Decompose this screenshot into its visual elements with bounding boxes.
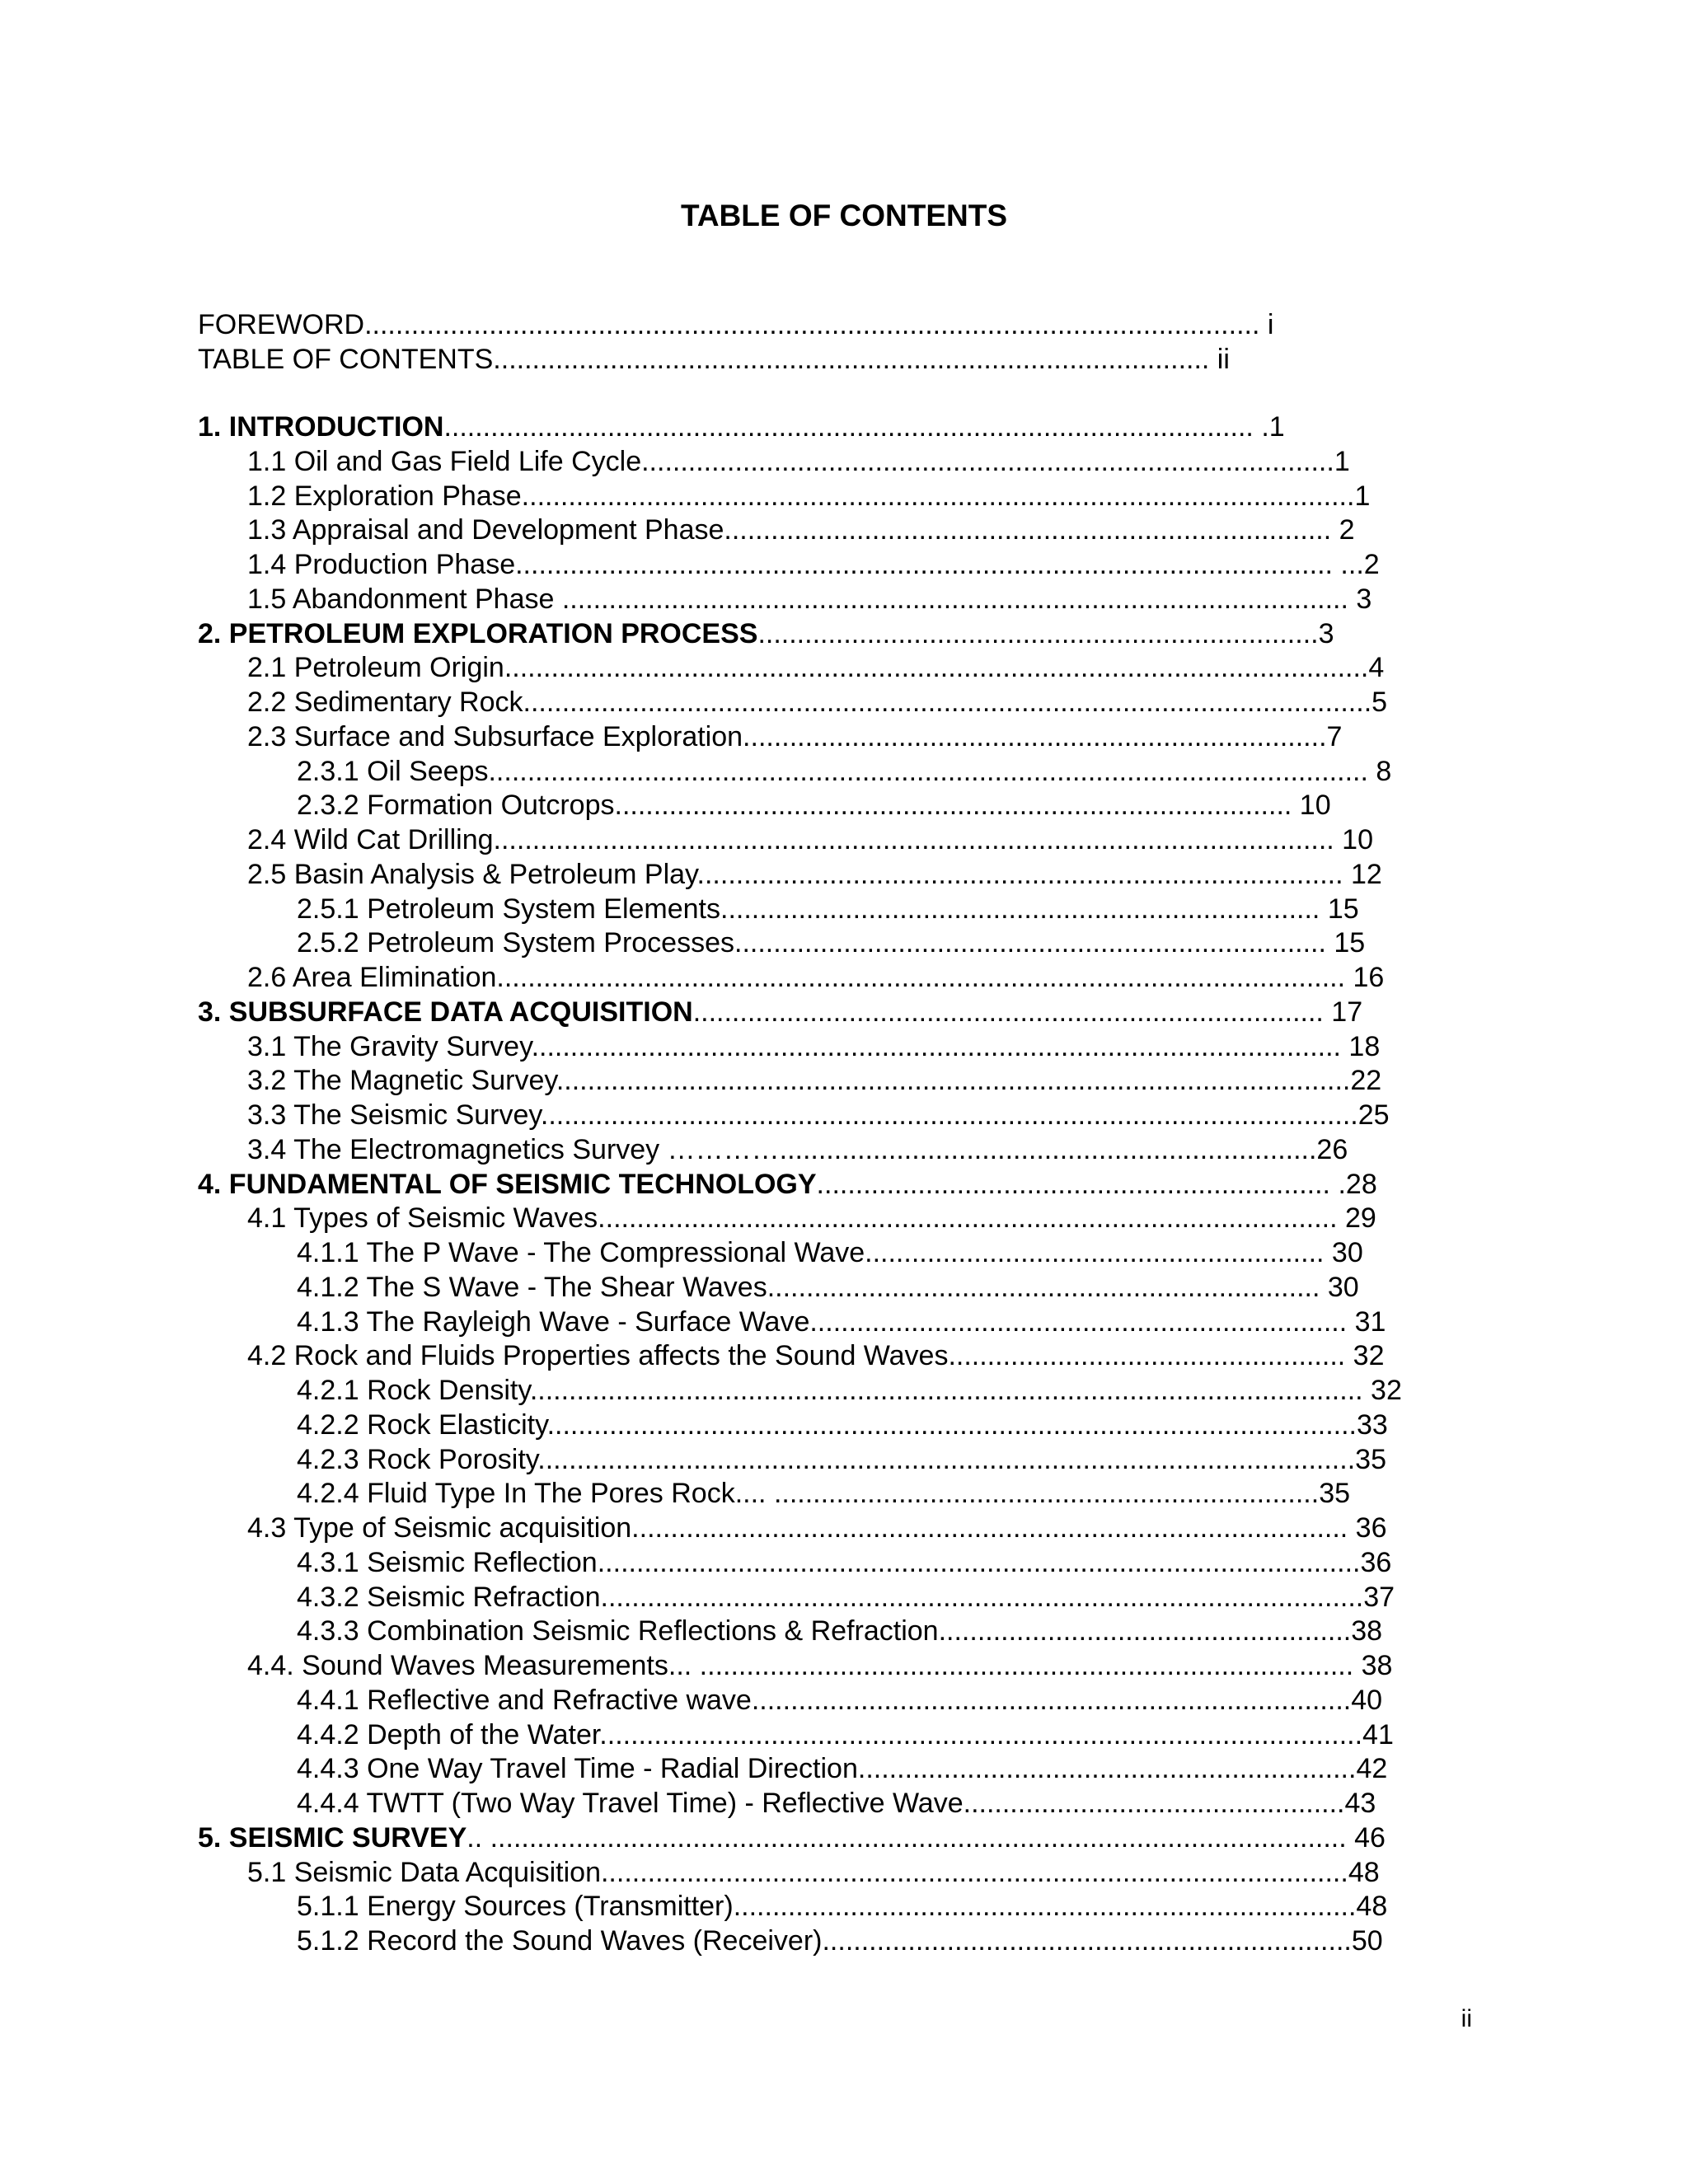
toc-entry-page: 10	[1292, 790, 1331, 822]
toc-entry-label: 4.1.2 The S Wave - The Shear Waves	[297, 1271, 767, 1303]
toc-entry-leader: .........................................................................................................	[515, 549, 1333, 580]
toc-entry-leader: ........................................................................................................	[443, 411, 1254, 443]
toc-entry-leader: ........................................................................................................	[546, 1408, 1357, 1441]
toc-entry-label: 3.1 The Gravity Survey	[247, 1030, 532, 1062]
toc-entry	[247, 1201, 1471, 1235]
toc-entry-label: FOREWORD	[198, 309, 365, 340]
toc-entry-label: 2.3 Surface and Subsurface Exploration	[247, 720, 743, 752]
toc-entry-leader: ...................................................................................................................	[364, 309, 1260, 340]
toc-entry-label: 4.2.3 Rock Porosity	[297, 1443, 538, 1475]
toc-entry-label: 2.5.1 Petroleum System Elements	[297, 893, 721, 925]
toc-entry-label: 4. FUNDAMENTAL OF SEISMIC TECHNOLOGY	[198, 1168, 817, 1200]
toc-entry-page: 5	[1372, 687, 1388, 718]
toc-entry-page: 26	[1316, 1133, 1348, 1165]
toc-entry-label: 3.3 The Seismic Survey	[247, 1099, 541, 1131]
toc-entry	[247, 513, 1471, 547]
toc-entry-leader: ...................................................	[948, 1340, 1346, 1372]
toc-entry	[247, 719, 1471, 754]
toc-entry	[297, 1408, 1471, 1442]
toc-entry	[297, 926, 1471, 960]
toc-entry-page: 17	[1323, 996, 1363, 1028]
toc-entry-leader: .................................................	[963, 1788, 1345, 1819]
toc-entry	[297, 1580, 1471, 1615]
toc-entry-label: 5.1 Seismic Data Acquisition	[247, 1856, 601, 1888]
toc-entry-leader: ..................................................................	[816, 1168, 1331, 1200]
toc-entry-label: 2.3.2 Formation Outcrops	[297, 790, 615, 822]
toc-entry-label: 2.1 Petroleum Origin	[247, 652, 504, 684]
toc-entry-page: 35	[1355, 1443, 1386, 1475]
toc-entry-leader: ................................................................................	[733, 1891, 1357, 1923]
toc-entry-page: ...2	[1332, 549, 1380, 580]
toc-entry-page: 48	[1348, 1856, 1380, 1888]
toc-entry	[247, 1063, 1471, 1098]
toc-entry	[297, 1545, 1471, 1580]
toc-entry-page: 37	[1363, 1581, 1395, 1613]
toc-entry-page: 16	[1345, 962, 1385, 993]
toc-entry-page: 8	[1367, 755, 1392, 787]
toc-entry-label: 5.1.2 Record the Sound Waves (Receiver)	[297, 1925, 823, 1957]
toc-entry	[247, 1132, 1471, 1167]
toc-entry	[247, 444, 1471, 479]
toc-entry-leader: ...............................................................................................	[598, 1202, 1338, 1235]
toc-entry-leader: .................................................................................	[692, 996, 1324, 1028]
toc-entry-leader: ..................................................................................................	[597, 1546, 1361, 1578]
toc-entry-leader: .........................................................................................	[641, 445, 1334, 477]
toc-entry	[247, 685, 1471, 719]
toc-entry	[297, 1718, 1471, 1752]
toc-entry-page: 18	[1340, 1030, 1381, 1062]
toc-entry-leader: ...........................................................................................................	[521, 480, 1355, 512]
toc-entry-page: 31	[1347, 1305, 1386, 1338]
toc-entry-leader: ............................................................................................................	[493, 824, 1334, 855]
toc-entry-page: 33	[1357, 1408, 1388, 1441]
toc-entry-label: 3.4 The Electromagnetics Survey	[247, 1133, 668, 1165]
toc-entry	[247, 1511, 1471, 1545]
toc-entry-leader: .......................................................................	[767, 1271, 1320, 1303]
toc-entry-page: 50	[1351, 1925, 1383, 1957]
toc-entry	[247, 582, 1471, 616]
toc-entry-label: 2.5 Basin Analysis & Petroleum Play	[247, 858, 697, 890]
toc-entry-page: 7	[1326, 720, 1343, 752]
toc-entry-label: 3. SUBSURFACE DATA ACQUISITION	[198, 996, 693, 1028]
toc-entry-label: 4.2.2 Rock Elasticity	[297, 1408, 547, 1441]
toc-entry-leader: ............................................................................................	[631, 1512, 1348, 1544]
toc-entry-label: 4.3.2 Seismic Refraction	[297, 1581, 601, 1613]
toc-entry-page: ii	[1209, 344, 1230, 375]
toc-entry	[297, 1889, 1471, 1924]
toc-entry	[247, 1648, 1471, 1683]
toc-entry-leader: ..................................................................................................	[600, 1581, 1364, 1613]
toc-entry-label: 4.1 Types of Seismic Waves	[247, 1202, 598, 1235]
toc-entry-leader: ..............................................................................	[724, 514, 1332, 546]
toc-entry-leader: .............................................................................................................	[523, 687, 1372, 718]
toc-entry-label: 4.2.4 Fluid Type In The Pores Rock....	[297, 1478, 774, 1510]
toc-entry-leader: .................................................................................................................	[488, 755, 1368, 787]
toc-entry	[297, 1270, 1471, 1305]
toc-entry-page: .1	[1253, 411, 1285, 443]
toc-entry	[198, 342, 1471, 377]
toc-entry-leader: ....................................................................................	[699, 1650, 1354, 1681]
toc-entry	[247, 1029, 1471, 1064]
toc-entry-label: 1.4 Production Phase	[247, 549, 516, 580]
toc-entry	[247, 960, 1471, 995]
toc-entry	[297, 1305, 1471, 1339]
toc-entry-leader: .....................................................................................................	[561, 583, 1348, 615]
toc-entry	[247, 823, 1471, 857]
toc-entry-page: 3	[1318, 617, 1334, 649]
toc-entry	[198, 616, 1471, 651]
toc-entry-page: 1	[1354, 480, 1371, 512]
page-title: TABLE OF CONTENTS	[680, 199, 1007, 232]
toc-entry-leader: ...................................................................................	[696, 858, 1343, 890]
toc-entry-page: 35	[1319, 1478, 1351, 1510]
toc-entry	[297, 1924, 1471, 1958]
toc-entry-leader: ................................................................	[857, 1753, 1357, 1785]
toc-entry	[247, 1338, 1471, 1373]
toc-entry-leader: ........................................................................................................	[531, 1030, 1341, 1062]
toc-entry-leader: .........................................................................................................	[540, 1099, 1358, 1131]
toc-entry-page: 2	[1331, 514, 1355, 546]
toc-entry-leader: .....................................................	[938, 1615, 1352, 1647]
toc-entry	[247, 1855, 1471, 1890]
toc-entry-leader: ...............................................................................................................	[504, 652, 1369, 684]
toc-entry-page: 15	[1320, 893, 1359, 925]
toc-entry	[297, 1786, 1471, 1821]
toc-entry-label: 4.4.1 Reflective and Refractive wave	[297, 1684, 752, 1716]
toc-entry-label: 4.4.4 TWTT (Two Way Travel Time) - Reflective Wave	[297, 1788, 964, 1819]
toc-entry-leader: ......................................................................................................	[556, 1065, 1351, 1097]
toc-entry-label: 4.1.1 The P Wave - The Compressional Wave	[297, 1237, 865, 1268]
toc-entry-leader: ...........................................................................	[743, 720, 1327, 752]
toc-entry-label: 4.4.3 One Way Travel Time - Radial Direction	[297, 1753, 858, 1785]
toc-entry-page: 36	[1360, 1546, 1392, 1578]
toc-entry-leader: ...........................................................	[865, 1237, 1325, 1268]
toc-entry-label: 1.1 Oil and Gas Field Life Cycle	[247, 445, 642, 477]
toc-entry-label: 2.6 Area Elimination	[247, 962, 497, 993]
toc-entry	[297, 1683, 1471, 1718]
toc-entry	[297, 1614, 1471, 1648]
toc-entry-label: 4.4. Sound Waves Measurements...	[247, 1650, 700, 1681]
toc-entry-label: 2. PETROLEUM EXPLORATION PROCESS	[198, 617, 758, 649]
toc-entry	[198, 307, 1471, 342]
toc-entry-page: 40	[1351, 1684, 1383, 1716]
toc-entry	[247, 547, 1471, 582]
toc-entry-leader: .............................................................................................................	[496, 962, 1346, 993]
toc-entry-label: 4.3.1 Seismic Reflection	[297, 1546, 598, 1578]
toc-entry	[297, 1751, 1471, 1786]
toc-entry	[198, 1821, 1471, 1855]
toc-entry-label: 1. INTRODUCTION	[198, 411, 444, 443]
toc-entry-page: 3	[1348, 583, 1372, 615]
toc-entry-leader: ........................................................................	[757, 617, 1319, 649]
toc-entry-label: 1.3 Appraisal and Development Phase	[247, 514, 724, 546]
toc-entry	[297, 1373, 1471, 1408]
toc-entry-page: 32	[1362, 1375, 1402, 1406]
toc-entry	[198, 410, 1471, 444]
toc-entry-label: 2.5.2 Petroleum System Processes	[297, 927, 735, 959]
toc-entry-label: 5. SEISMIC SURVEY	[198, 1821, 467, 1854]
toc-entry-page: 38	[1351, 1615, 1383, 1647]
toc-entry-label: 2.3.1 Oil Seeps	[297, 755, 489, 787]
toc-entry	[297, 1442, 1471, 1477]
toc-entry-leader: .........................................................................................................	[537, 1443, 1356, 1475]
toc-entry	[247, 479, 1471, 513]
toc-entry-page: 4	[1368, 652, 1385, 684]
toc-entry-label: 2.4 Wild Cat Drilling	[247, 824, 494, 855]
toc-entry	[297, 754, 1471, 789]
toc-entry-label: 2.2 Sedimentary Rock	[247, 687, 523, 718]
page-number: ii	[1461, 2005, 1472, 2032]
toc-entry-page: 12	[1343, 858, 1382, 890]
toc-entry-label: TABLE OF CONTENTS	[198, 344, 494, 375]
toc-entry-page: 32	[1345, 1340, 1385, 1372]
toc-entry-label: 4.3 Type of Seismic acquisition	[247, 1512, 632, 1544]
toc-entry-page: i	[1259, 309, 1274, 340]
toc-entry-page: 10	[1334, 824, 1373, 855]
toc-entry-label: 4.4.2 Depth of the Water	[297, 1718, 600, 1750]
toc-entry-leader: .............................................................................	[720, 893, 1320, 925]
toc-entry-label: 5.1.1 Energy Sources (Transmitter)	[297, 1891, 734, 1923]
toc-entry-leader: .......................................................................................	[614, 790, 1292, 822]
toc-entry-leader: ............................................................................	[734, 927, 1326, 959]
toc-entry-page: 30	[1320, 1271, 1359, 1303]
toc-entry-label: 4.3.3 Combination Seismic Reflections & Refraction	[297, 1615, 939, 1647]
toc-entry-page: 38	[1353, 1650, 1393, 1681]
toc-entry-page: 42	[1356, 1753, 1388, 1785]
toc-entry-leader: ....................................................................	[822, 1925, 1352, 1957]
toc-entry-page: 25	[1357, 1099, 1390, 1131]
toc-entry-leader: .............................................................................	[751, 1684, 1352, 1716]
toc-entry	[198, 1167, 1471, 1202]
toc-entry-page: 46	[1346, 1821, 1386, 1854]
toc-entry-label: 4.2.1 Rock Density	[297, 1375, 530, 1406]
toc-entry-leader: .. ..............................................................................................................	[467, 1821, 1347, 1854]
toc-entry-leader: ...........................................................................................................	[529, 1375, 1363, 1406]
toc-entry-label: 4.2 Rock and Fluids Properties affects the Sound Waves	[247, 1340, 949, 1372]
toc-entry-page: 15	[1325, 927, 1366, 959]
toc-entry	[297, 1476, 1471, 1511]
toc-entry-page: 29	[1337, 1202, 1376, 1235]
toc-entry-page: 41	[1362, 1718, 1394, 1750]
toc-entry	[247, 650, 1471, 685]
toc-entry-label: 1.5 Abandonment Phase	[247, 583, 562, 615]
toc-entry-leader: ..................................................................................................	[599, 1718, 1363, 1750]
toc-entry-leader: ................................................................................................	[600, 1856, 1348, 1888]
toc-entry	[247, 857, 1471, 892]
toc-entry-label: 1.2 Exploration Phase	[247, 480, 522, 512]
toc-entry-label: 3.2 The Magnetic Survey	[247, 1065, 556, 1097]
toc-entry	[198, 995, 1471, 1029]
toc-entry-leader: ………….....................................................................	[667, 1133, 1317, 1165]
toc-entry-page: 1	[1334, 445, 1350, 477]
toc-entry	[297, 788, 1471, 823]
toc-entry-page: 36	[1348, 1512, 1387, 1544]
toc-entry-page: .28	[1330, 1168, 1377, 1200]
toc-entry	[297, 1235, 1471, 1270]
toc-entry-page: 48	[1356, 1891, 1388, 1923]
toc-entry-leader: ............................................................................................	[493, 344, 1210, 375]
toc-entry	[247, 1098, 1471, 1132]
toc-entry-label: 4.1.3 The Rayleigh Wave - Surface Wave	[297, 1305, 810, 1338]
toc-entry-page: 30	[1324, 1237, 1363, 1268]
toc-entry	[297, 892, 1471, 926]
toc-entry-leader: .....................................................................	[809, 1305, 1348, 1338]
toc-entry-page: 22	[1350, 1065, 1382, 1097]
toc-entry-page: 43	[1344, 1788, 1376, 1819]
toc-entry-leader: ......................................................................	[773, 1478, 1320, 1510]
